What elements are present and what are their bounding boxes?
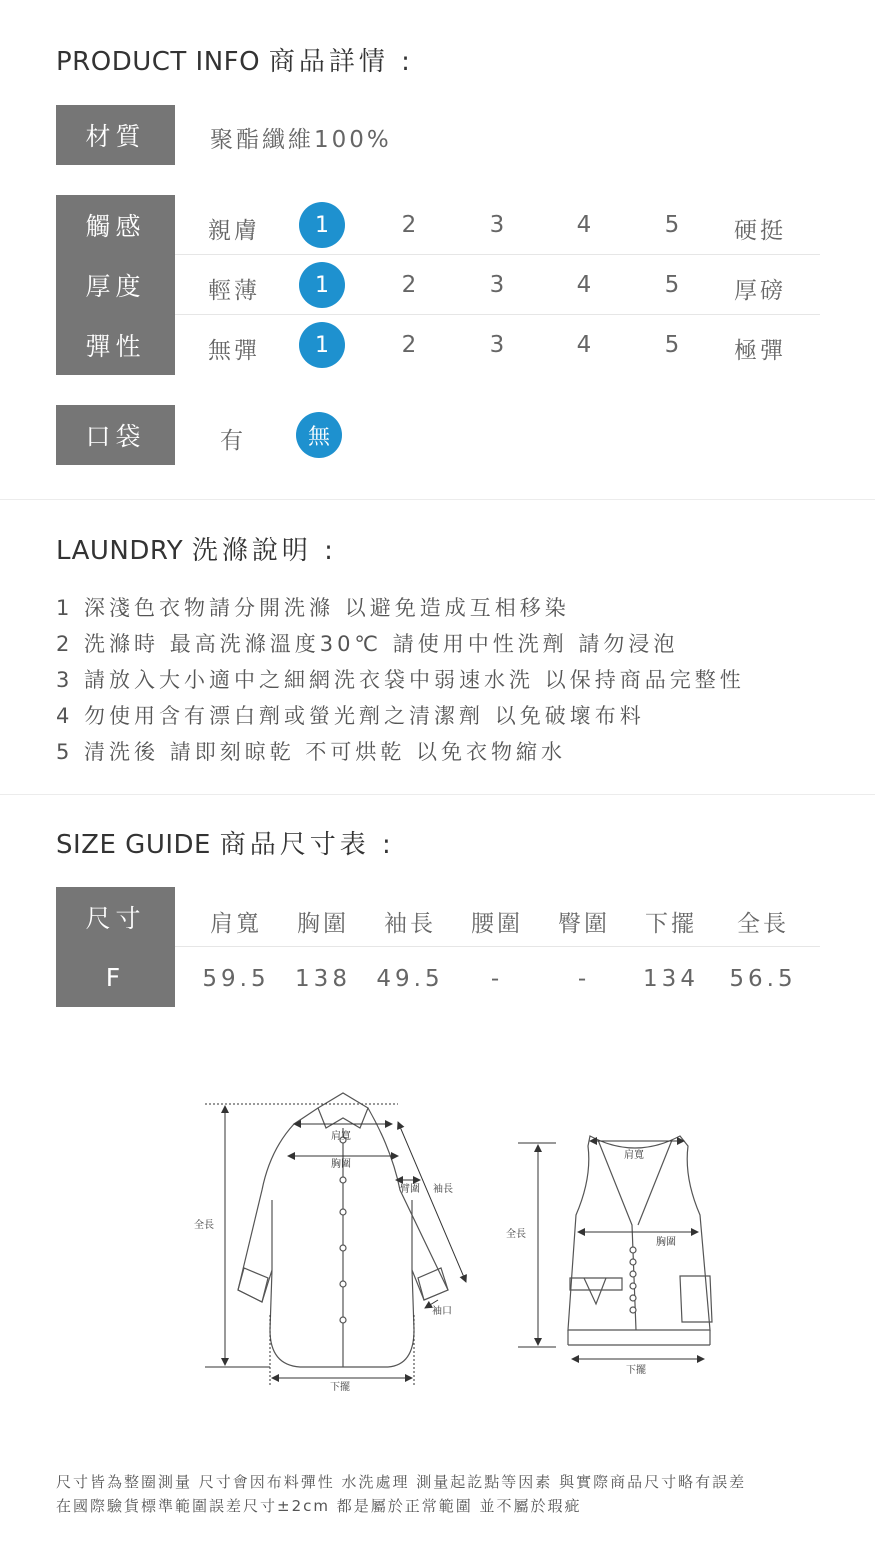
- shirt-hem-label: 下擺: [330, 1382, 350, 1393]
- pocket-option-yes: 有: [220, 428, 246, 454]
- shirt-length-label: 全長: [194, 1220, 214, 1231]
- laundry-item: 1 深淺色衣物請分開洗滌 以避免造成互相移染: [56, 596, 570, 620]
- laundry-item: 3 請放入大小適中之細網洗衣袋中弱速水洗 以保持商品完整性: [56, 668, 745, 692]
- size-guide-title: [56, 824, 395, 861]
- laundry-title-cn: 洗滌說明 :: [191, 536, 337, 566]
- thickness-scale-5: 5: [664, 272, 680, 298]
- size-value-shoulder: 59.5: [202, 966, 270, 992]
- touch-scale-3: 3: [489, 212, 505, 238]
- elasticity-high-label: 極彈: [734, 338, 786, 364]
- elasticity-low-label: 無彈: [208, 338, 260, 364]
- material-value: 聚酯纖維100%: [210, 127, 392, 153]
- section-divider: [0, 499, 875, 500]
- row-divider: [175, 946, 820, 947]
- pocket-option-no-selected: 無: [296, 412, 342, 458]
- thickness-scale-2: 2: [401, 272, 417, 298]
- pocket-label: 口袋: [56, 405, 175, 465]
- elasticity-scale-2: 2: [401, 332, 417, 358]
- size-header-label: 尺寸: [56, 887, 175, 947]
- touch-scale-1-selected: 1: [299, 202, 345, 248]
- size-value-length: 56.5: [729, 966, 797, 992]
- touch-scale-4: 4: [576, 212, 592, 238]
- size-value-chest: 138: [295, 966, 351, 992]
- size-value-waist: -: [490, 966, 504, 992]
- elasticity-scale-4: 4: [576, 332, 592, 358]
- shirt-arm-label: 臂圍: [400, 1184, 420, 1195]
- size-col-chest: 胸圍: [297, 911, 349, 937]
- laundry-title-en: LAUNDRY: [56, 536, 184, 566]
- size-col-sleeve: 袖長: [384, 911, 436, 937]
- touch-scale-2: 2: [401, 212, 417, 238]
- size-col-length: 全長: [737, 911, 789, 937]
- size-note-line-2: 在國際驗貨標準範圍誤差尺寸±2cm 都是屬於正常範圍 並不屬於瑕疵: [56, 1497, 582, 1515]
- shirt-sleeve-label: 袖長: [433, 1184, 453, 1195]
- product-info-title-cn: 商品詳情 :: [268, 47, 414, 77]
- size-col-shoulder: 肩寬: [210, 911, 262, 937]
- row-divider: [175, 254, 820, 255]
- touch-label: 觸感: [56, 195, 175, 255]
- thickness-high-label: 厚磅: [734, 278, 786, 304]
- size-value-sleeve: 49.5: [376, 966, 444, 992]
- size-col-hem: 下擺: [645, 911, 697, 937]
- touch-low-label: 親膚: [208, 218, 260, 244]
- section-divider: [0, 794, 875, 795]
- material-label: 材質: [56, 105, 175, 165]
- thickness-scale-4: 4: [576, 272, 592, 298]
- shirt-cuff-label: 袖口: [432, 1306, 452, 1317]
- vest-hem-label: 下擺: [626, 1365, 646, 1376]
- shirt-shoulder-label: 肩寬: [331, 1131, 351, 1142]
- elasticity-scale-1-selected: 1: [299, 322, 345, 368]
- size-value-hem: 134: [643, 966, 699, 992]
- vest-shoulder-label: 肩寬: [624, 1150, 644, 1161]
- size-col-hip: 臀圍: [558, 911, 610, 937]
- laundry-item: 2 洗滌時 最高洗滌溫度30℃ 請使用中性洗劑 請勿浸泡: [56, 632, 679, 656]
- size-guide-title-cn: 商品尺寸表 :: [219, 830, 395, 860]
- thickness-label: 厚度: [56, 255, 175, 315]
- product-info-title-en: PRODUCT INFO: [56, 47, 261, 77]
- laundry-title: [56, 530, 337, 567]
- row-divider: [175, 314, 820, 315]
- size-value-hip: -: [577, 966, 591, 992]
- elasticity-scale-3: 3: [489, 332, 505, 358]
- product-info-title: [56, 41, 414, 78]
- vest-length-label: 全長: [506, 1229, 526, 1240]
- size-guide-title-en: SIZE GUIDE: [56, 830, 211, 860]
- elasticity-label: 彈性: [56, 315, 175, 375]
- touch-high-label: 硬挺: [734, 218, 786, 244]
- measurement-diagram: [0, 1080, 875, 1410]
- touch-scale-5: 5: [664, 212, 680, 238]
- thickness-scale-3: 3: [489, 272, 505, 298]
- vest-chest-label: 胸圍: [656, 1237, 676, 1248]
- laundry-item: 5 清洗後 請即刻晾乾 不可烘乾 以免衣物縮水: [56, 740, 567, 764]
- size-note-line-1: 尺寸皆為整圈測量 尺寸會因布料彈性 水洗處理 測量起訖點等因素 與實際商品尺寸略有誤差: [56, 1473, 747, 1491]
- thickness-low-label: 輕薄: [208, 278, 260, 304]
- size-row-label: F: [56, 947, 175, 1007]
- size-col-waist: 腰圍: [471, 911, 523, 937]
- shirt-chest-label: 胸圍: [331, 1159, 351, 1170]
- elasticity-scale-5: 5: [664, 332, 680, 358]
- thickness-scale-1-selected: 1: [299, 262, 345, 308]
- vest-outline: [568, 1136, 712, 1345]
- laundry-item: 4 勿使用含有漂白劑或螢光劑之清潔劑 以免破壞布料: [56, 704, 645, 728]
